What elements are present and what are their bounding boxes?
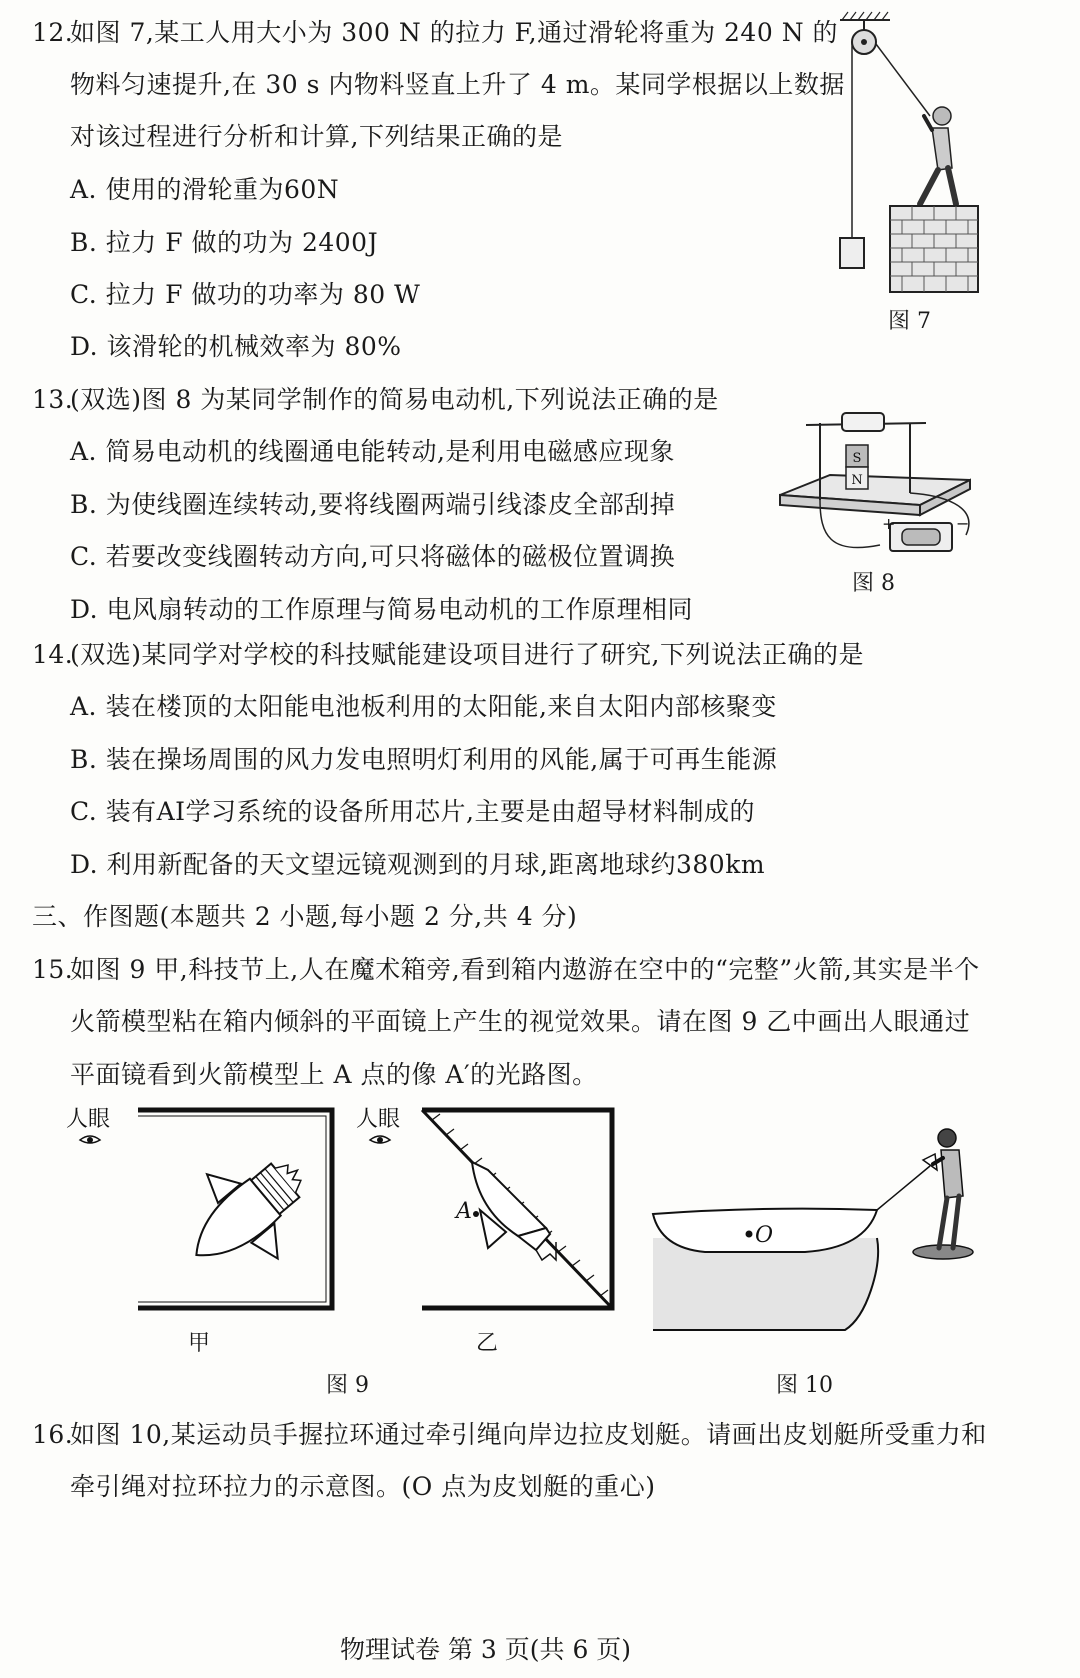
magnet-n-pole-label: N [851,473,863,488]
figure-9-jia-rocket [161,1128,333,1297]
figure-10-caption: 图 10 [776,1373,833,1398]
q12-stem-line-2: 物料匀速提升,在 30 s 内物料竖直上升了 4 m。某同学根据以上数据 [70,70,845,99]
figure-9-yi-half-rocket [472,1162,556,1260]
q12-stem-line-3: 对该过程进行分析和计算,下列结果正确的是 [70,122,563,151]
q15-stem-line-1: 15.如图 9 甲,科技节上,人在魔术箱旁,看到箱内遨游在空中的“完整”火箭,其实是半个 [32,955,980,984]
q16-stem-line-2: 牵引绳对拉环拉力的示意图。(O 点为皮划艇的重心) [70,1472,656,1501]
q15-stem-line-2: 火箭模型粘在箱内倾斜的平面镜上产生的视觉效果。请在图 9 乙中画出人眼通过 [70,1007,971,1036]
q12-option-a: A. 使用的滑轮重为60N [70,175,340,204]
battery-plus-label: + [882,514,896,533]
q13-number: 13. [32,385,74,414]
q13-option-d: D. 电风扇转动的工作原理与简易电动机的工作原理相同 [70,595,694,624]
figure-8-simple-motor-illustration [770,405,990,575]
q13-option-a: A. 简易电动机的线圈通电能转动,是利用电磁感应现象 [70,437,675,466]
point-a-marker [473,1211,479,1217]
figure-9-yi-sublabel: 乙 [476,1331,499,1356]
battery-minus-label: − [956,514,970,533]
figure-8-caption: 图 8 [852,571,895,596]
figure-9-jia-magic-box [60,1100,360,1360]
q13-option-b: B. 为使线圈连续转动,要将线圈两端引线漆皮全部刮掉 [70,490,676,519]
tow-rope [877,1166,930,1210]
figure-10-kayak-illustration [645,1110,975,1350]
figure-9-jia-eye-label: 人眼 [66,1107,111,1132]
q14-option-a: A. 装在楼顶的太阳能电池板利用的太阳能,来自太阳内部核聚变 [70,692,777,721]
figure-9-yi-eye-label: 人眼 [356,1107,401,1132]
q13-option-c: C. 若要改变线圈转动方向,可只将磁体的磁极位置调换 [70,542,676,571]
figure-7-pulley-illustration [820,8,990,298]
q14-stem: 14.(双选)某同学对学校的科技赋能建设项目进行了研究,下列说法正确的是 [32,640,864,669]
magnet-s-pole-label: S [852,451,862,466]
figure-9-jia-sublabel: 甲 [188,1331,211,1356]
q12-option-c: C. 拉力 F 做功的功率为 80 W [70,280,421,309]
q15-stem-line-3: 平面镜看到火箭模型上 A 点的像 A′的光路图。 [70,1060,598,1089]
q14-number: 14. [32,640,74,669]
q14-option-d: D. 利用新配备的天文望远镜观测到的月球,距离地球约380km [70,850,766,879]
q12-option-b: B. 拉力 F 做的功为 2400J [70,228,379,257]
q14-option-c: C. 装有AI学习系统的设备所用芯片,主要是由超导材料制成的 [70,797,756,826]
point-a-label: A [456,1199,472,1224]
q14-option-b: B. 装在操场周围的风力发电照明灯利用的风能,属于可再生能源 [70,745,778,774]
q15-number: 15. [32,955,74,984]
q13-stem: 13.(双选)图 8 为某同学制作的简易电动机,下列说法正确的是 [32,385,719,414]
figure-9-caption: 图 9 [326,1373,369,1398]
section-3-heading: 三、作图题(本题共 2 小题,每小题 2 分,共 4 分) [32,902,578,931]
figure-7-caption: 图 7 [888,309,931,334]
kayak-center-of-gravity [746,1231,753,1238]
q12-option-d: D. 该滑轮的机械效率为 80% [70,332,402,361]
page-footer: 物理试卷 第 3 页(共 6 页) [340,1635,632,1664]
q12-stem-line-1: 12.如图 7,某工人用大小为 300 N 的拉力 F,通过滑轮将重为 240 N 的 [32,18,839,47]
q12-number: 12. [32,18,74,47]
figure-9-yi-mirror-box [350,1100,630,1360]
q16-number: 16. [32,1420,74,1449]
kayak-center-label: O [755,1223,774,1248]
q16-stem-line-1: 16.如图 10,某运动员手握拉环通过牵引绳向岸边拉皮划艇。请画出皮划艇所受重力和 [32,1420,987,1449]
